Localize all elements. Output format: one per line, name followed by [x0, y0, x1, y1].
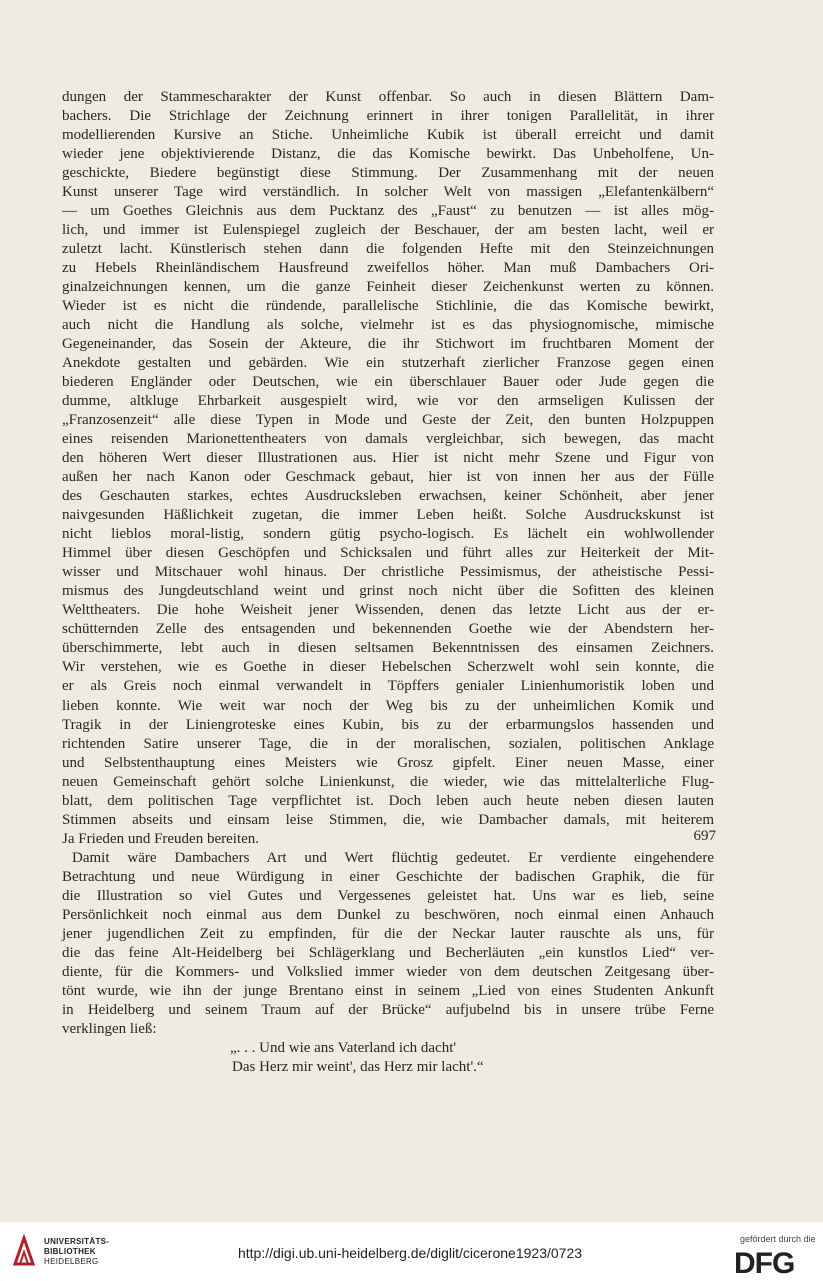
viewer-footer — [0, 1222, 823, 1281]
funding-label: gefördert durch die — [740, 1234, 816, 1244]
text-line: diente, für die Kommers- und Volkslied immer wieder von dem deutschen Zeitgesang über- — [62, 963, 714, 980]
text-line: Himmel über diesen Geschöpfen und Schicksalen und führt alles zur Heiterkeit der Mit- — [62, 545, 714, 562]
text-line: Ja Frieden und Freuden bereiten. — [62, 830, 260, 847]
text-line: Wir verstehen, wie es Goethe in dieser Hebelschen Scherzwelt wohl sein konnte, die — [62, 659, 714, 676]
text-line: des Geschauten starkes, echtes Ausdrucksleben erwachsen, keiner Schönheit, aber jener — [62, 488, 714, 505]
text-line: in Heidelberg und seinem Traum auf der Brücke“ aufjubelnd bis in unsere trübe Ferne — [62, 1001, 714, 1018]
text-line: verklingen ließ: — [62, 1020, 157, 1037]
text-line: wisser und Mitschauer wohl hinaus. Der christliche Pessimismus, der atheistische Pessi- — [62, 564, 714, 581]
text-line: er als Greis noch einmal verwandelt in Töpffers genialer Linienhumoristik loben und — [62, 678, 714, 695]
text-line: geschickte, Biedere begünstigt diese Stimmung. Der Zusammenhang mit der neuen — [62, 165, 714, 182]
text-line: Persönlichkeit noch einmal aus dem Dunkel zu beschwören, noch einmal einen Anhauch — [62, 906, 714, 923]
text-line: richtenden Satire unserer Tage, die in der moralischen, sozialen, politischen Anklage — [62, 735, 714, 752]
text-line: nicht lieblos moral-listig, sondern gütig psycho-logisch. Es lächelt ein wohlwollender — [62, 526, 714, 543]
verse-line: „. . . Und wie ans Vaterland ich dacht' — [230, 1039, 457, 1056]
text-line: bachers. Die Strichlage der Zeichnung erinnert in ihrer tonigen Parallelität, in ihrer — [62, 108, 714, 125]
text-line: neuen Gemeinschaft gehört solche Linienkunst, die wieder, wie das mittelalterliche Flug- — [62, 773, 714, 790]
text-line: Wieder ist es nicht die ründende, parallelische Stichlinie, die das Komische bewirkt, — [62, 298, 714, 315]
text-line: wieder jene objektivierende Distanz, die das Komische bewirkt. Das Unbeholfene, Un- — [62, 146, 714, 163]
text-line: lich, und immer ist Eulenspiegel zugleich der Beschauer, der am besten lacht, weil er — [62, 222, 714, 239]
text-line: Tragik in der Liniengroteske eines Kubin, bis zu der erbarmungslos hassenden und — [62, 716, 714, 733]
text-line: naivgesunden Häßlichkeit zugetan, die immer Leben heißt. Solche Ausdruckskunst ist — [62, 507, 714, 524]
text-line: Damit wäre Dambachers Art und Wert flüchtig gedeutet. Er verdiente eingehendere — [72, 849, 714, 866]
text-line: Anekdote gestalten und gebärden. Wie ein stutzerhaft zierlicher Franzose gegen einen — [62, 355, 714, 372]
text-line: Betrachtung und neue Würdigung in einer Geschichte der badischen Graphik, die für — [62, 868, 714, 885]
text-line: und Selbstenthauptung eines Meisters wie Grosz gipfelt. Einer neuen Masse, einer — [62, 754, 714, 771]
text-line: die das feine Alt-Heidelberg bei Schlägerklang und Becherläuten „ein kunstlos Lied“ ver- — [62, 944, 714, 961]
body-text — [62, 88, 714, 1077]
text-line: mismus des Jungdeutschland weint und grinst noch nicht über die Sofitten des kleinen — [62, 583, 714, 600]
text-line: überschimmerte, lebt auch in diesen seltsamen Bekenntnissen des einsamen Zeichners. — [62, 640, 714, 657]
text-line: lieben konnte. Wie weit war noch der Weg bis zu der unheimlichen Komik und — [62, 697, 714, 714]
text-line: tönt wurde, wie ihn der junge Brentano einst in seinem „Lied von eines Studenten Ankunft — [62, 982, 714, 999]
text-line: dumme, altkluge Ehrbarkeit ausgespielt wird, wie vor den armseligen Kulissen der — [62, 393, 714, 410]
library-name — [44, 1237, 109, 1267]
text-line: die Illustration so viel Gutes und Vergessenes geleistet hat. Uns war es lieb, seine — [62, 887, 714, 904]
verse-line: Das Herz mir weint', das Herz mir lacht'.“ — [232, 1058, 484, 1075]
text-line: eines reisenden Marionettentheaters von damals vergleichbar, sich bewegen, das macht — [62, 431, 714, 448]
text-line: Gegeneinander, das Sosein der Akteure, die ihr Stichwort im fruchtbaren Moment der — [62, 336, 714, 353]
library-name-line: HEIDELBERG — [44, 1257, 99, 1266]
text-line: biederen Engländer oder Deutschen, wie ein überschlauer Bauer oder Jude gegen die — [62, 374, 714, 391]
text-line: schütternden Zelle des entsagenden und bekennenden Goethe wie der Abendstern her- — [62, 621, 714, 638]
text-line: auch nicht die Handlung als solche, vielmehr ist es das physiognomische, mimische — [62, 317, 714, 334]
page-number: 697 — [693, 828, 716, 844]
text-line: „Franzosenzeit“ alle diese Typen in Mode und Geste der Zeit, den bunten Holzpuppen — [62, 412, 714, 429]
text-line: dungen der Stammescharakter der Kunst offenbar. So auch in diesen Blättern Dam- — [62, 89, 714, 105]
text-line: Welttheaters. Die hohe Weisheit jener Wissenden, denen das letzte Licht aus der er- — [62, 602, 714, 619]
text-line: ginalzeichnungen kennen, um die ganze Feinheit dieser Zeichenkunst werten zu können. — [62, 279, 714, 296]
text-line: blatt, dem politischen Tage verpflichtet ist. Doch leben auch heute neben diesen lauten — [62, 792, 714, 809]
text-line: außen her nach Kanon oder Geschmack gebaut, hier ist von innen her aus der Fülle — [62, 469, 714, 486]
text-line: den höheren Wert dieser Illustrationen aus. Hier ist nicht mehr Szene und Figur von — [62, 450, 714, 467]
text-line: Stimmen abseits und einsam leise Stimmen, die, wie Dambacher damals, mit heiterem — [62, 811, 714, 828]
library-name-line: BIBLIOTHEK — [44, 1247, 96, 1256]
dfg-logo: DFG — [734, 1247, 795, 1280]
university-seal-icon — [12, 1234, 36, 1268]
permalink[interactable]: http://digi.ub.uni-heidelberg.de/diglit/cicerone1923/0723 — [237, 1245, 583, 1261]
text-line: modellierenden Kursive an Stiche. Unheimliche Kubik ist überall erreicht und damit — [62, 127, 714, 144]
text-line: jener jugendlichen Zeit zu empfinden, für die der Neckar lauter rauschte als uns, für — [62, 925, 714, 942]
text-line: Kunst unserer Tage wird verständlich. In solcher Welt von massigen „Elefantenkälbern“ — [62, 184, 714, 201]
library-name-line: UNIVERSITÄTS- — [44, 1237, 110, 1246]
text-line: zu Hebels Rheinländischem Hausfreund zweifellos höher. Man muß Dambachers Ori- — [62, 260, 714, 277]
text-line: — um Goethes Gleichnis aus dem Pucktanz des „Faust“ zu benutzen — ist alles mög- — [62, 203, 714, 220]
text-line: zuletzt lacht. Künstlerisch stehen dann die folgenden Hefte mit den Steinzeichnungen — [62, 241, 714, 258]
